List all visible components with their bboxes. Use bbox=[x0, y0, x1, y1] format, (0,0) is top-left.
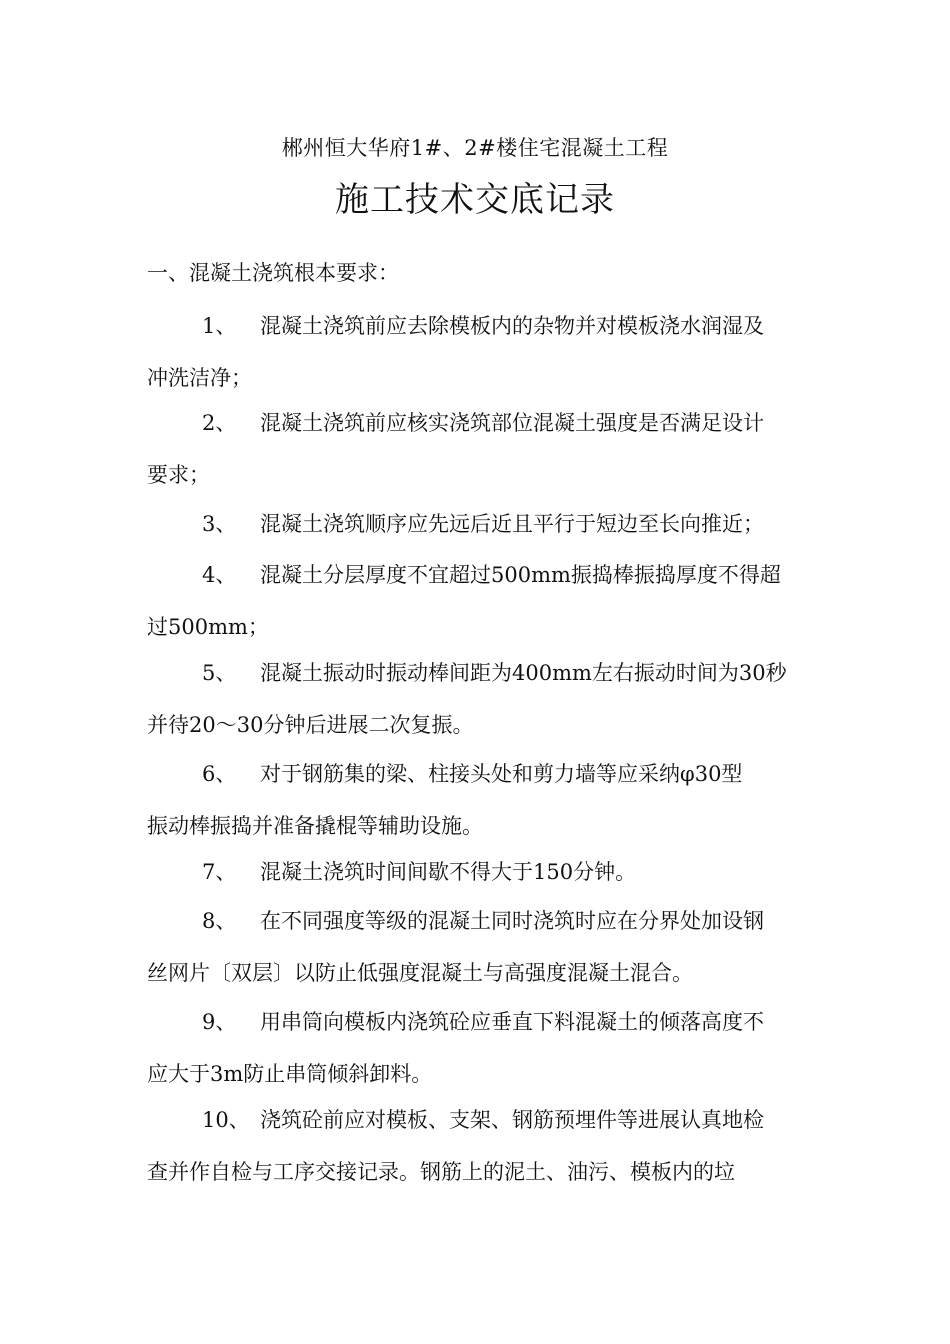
item-number: 5、 bbox=[202, 661, 237, 685]
item-text-line2: 过500mm； bbox=[147, 615, 269, 639]
item-number: 9、 bbox=[202, 1010, 237, 1034]
requirement-item-6 bbox=[147, 748, 827, 852]
item-number: 7、 bbox=[202, 860, 237, 884]
requirement-item-5 bbox=[147, 647, 827, 751]
item-text-line2: 振动棒振捣并准备撬棍等辅助设施。 bbox=[147, 814, 483, 838]
requirement-item-4 bbox=[147, 549, 827, 653]
item-text-line1: 混凝土振动时振动棒间距为400mm左右振动时间为30秒 bbox=[260, 661, 787, 685]
requirement-item-1 bbox=[147, 300, 827, 404]
requirement-item-7 bbox=[147, 846, 827, 898]
item-text-line1: 在不同强度等级的混凝土同时浇筑时应在分界处加设钢 bbox=[260, 909, 764, 933]
item-text-line1: 混凝土浇筑时间间歇不得大于150分钟。 bbox=[260, 860, 637, 884]
requirement-item-10 bbox=[147, 1094, 827, 1198]
item-text-line1: 用串筒向模板内浇筑砼应垂直下料混凝土的倾落高度不 bbox=[260, 1010, 764, 1034]
item-text-line2: 并待20～30分钟后进展二次复振。 bbox=[147, 713, 474, 737]
item-text-line2: 查并作自检与工序交接记录。钢筋上的泥土、油污、模板内的垃 bbox=[147, 1160, 735, 1184]
section-heading: 一、混凝土浇筑根本要求： bbox=[147, 261, 399, 285]
item-number: 1、 bbox=[202, 314, 237, 338]
item-number: 8、 bbox=[202, 909, 237, 933]
item-text-line2: 冲洗洁净； bbox=[147, 366, 252, 390]
document-title: 施工技术交底记录 bbox=[335, 180, 615, 220]
item-text-line1: 混凝土浇筑顺序应先远后近且平行于短边至长向推近； bbox=[260, 512, 764, 536]
item-text-line1: 对于钢筋集的梁、柱接头处和剪力墙等应采纳φ30型 bbox=[260, 762, 743, 786]
item-text-line1: 混凝土浇筑前应去除模板内的杂物并对模板浇水润湿及 bbox=[260, 314, 764, 338]
requirement-item-9 bbox=[147, 996, 827, 1100]
item-text-line2: 丝网片〔双层〕以防止低强度混凝土与高强度混凝土混合。 bbox=[147, 961, 693, 985]
item-text-line2: 应大于3m防止串筒倾斜卸料。 bbox=[147, 1062, 433, 1086]
item-number: 4、 bbox=[202, 563, 237, 587]
item-text-line1: 浇筑砼前应对模板、支架、钢筋预埋件等进展认真地检 bbox=[260, 1108, 764, 1132]
requirement-item-2 bbox=[147, 397, 827, 501]
item-number: 6、 bbox=[202, 762, 237, 786]
item-text-line1: 混凝土分层厚度不宜超过500mm振捣棒振捣厚度不得超 bbox=[260, 563, 781, 587]
item-number: 2、 bbox=[202, 411, 237, 435]
item-text-line2: 要求； bbox=[147, 463, 210, 487]
item-number: 10、 bbox=[202, 1108, 250, 1132]
item-number: 3、 bbox=[202, 512, 237, 536]
document-subtitle: 郴州恒大华府1#、2#楼住宅混凝土工程 bbox=[281, 136, 669, 160]
requirement-item-3 bbox=[147, 498, 827, 550]
item-text-line1: 混凝土浇筑前应核实浇筑部位混凝土强度是否满足设计 bbox=[260, 411, 764, 435]
requirement-item-8 bbox=[147, 895, 827, 999]
